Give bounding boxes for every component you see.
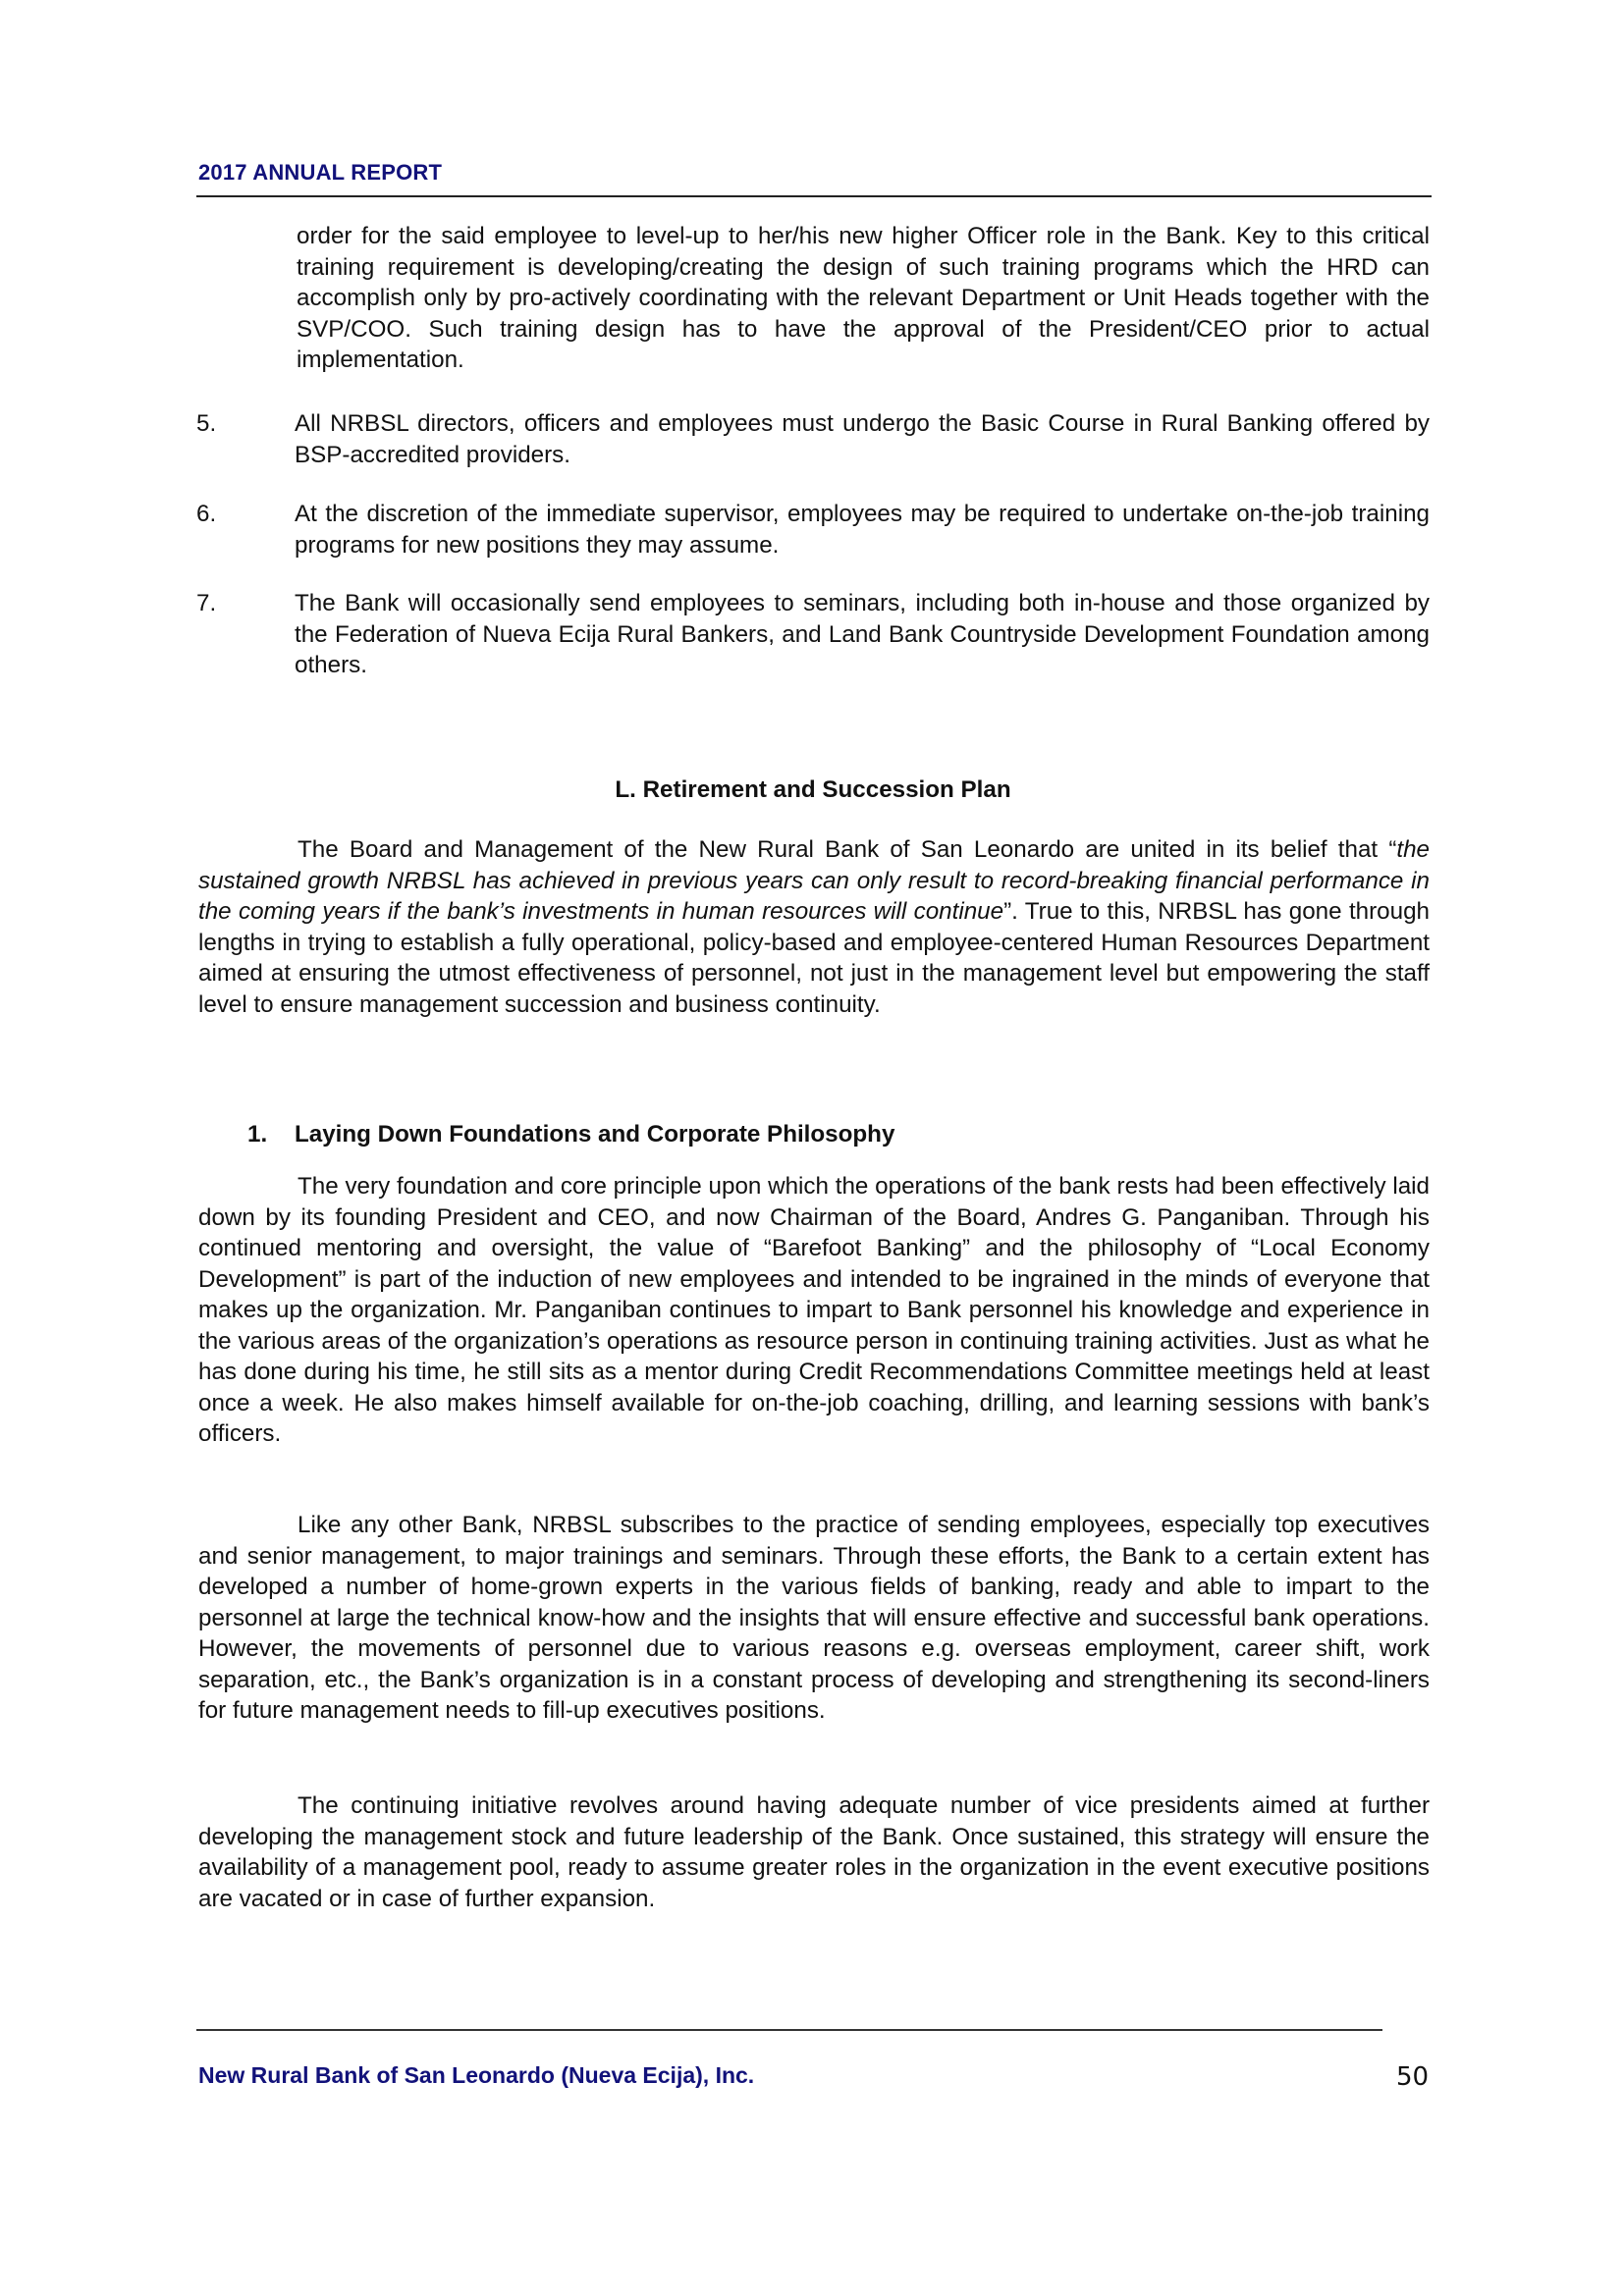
list-item xyxy=(196,588,1430,681)
list-item-number: 5. xyxy=(196,410,217,437)
intro-quote: the sustained growth NRBSL has achieved in previous years can only result to record-breaking financial performance in the coming years if the bank’s investments in human resources will continue xyxy=(198,836,1430,925)
footer-divider xyxy=(196,2029,1382,2031)
body-paragraph: The continuing initiative revolves around having adequate number of vice presidents aimed at further developing the management stock and future leadership of the Bank. Once sustained, this strategy will ensure the availability of a management pool, ready to assume greater roles in the organization in the event executive positions are vacated or in case of further expansion. xyxy=(198,1792,1430,1912)
footer-organization: New Rural Bank of San Leonardo (Nueva Ecija), Inc. xyxy=(198,2062,755,2088)
list-item-text: All NRBSL directors, officers and employees must undergo the Basic Course in Rural Banking offered by BSP-accredited providers. xyxy=(295,410,1430,468)
header-divider xyxy=(196,195,1432,197)
subsection-title: Laying Down Foundations and Corporate Philosophy xyxy=(295,1121,895,1148)
subsection-heading xyxy=(247,1119,894,1150)
list-item xyxy=(196,499,1430,561)
list-item-text: At the discretion of the immediate supervisor, employees may be required to undertake on-the-job training programs for new positions they may assume. xyxy=(295,501,1430,559)
report-header-title: 2017 ANNUAL REPORT xyxy=(198,160,443,185)
list-item xyxy=(196,408,1430,470)
intro-text-after-quote: ”. True to this, NRBSL has gone through lengths in trying to establish a fully operational, policy-based and employee-centered Human Resources Department aimed at ensuring the utmost effectiveness of personnel, not just in the management level but empowering the staff level to ensure management succession and business continuity. xyxy=(198,898,1430,1018)
intro-text-before-quote: The Board and Management of the New Rural Bank of San Leonardo are united in its belief that “ xyxy=(298,836,1397,863)
list-item-text: The Bank will occasionally send employees to seminars, including both in-house and those organized by the Federation of Nueva Ecija Rural Bankers, and Land Bank Countryside Development Foundation among others. xyxy=(295,590,1430,678)
list-item-number: 6. xyxy=(196,501,217,527)
list-item-number: 7. xyxy=(196,590,217,616)
body-paragraph: The very foundation and core principle upon which the operations of the bank rests had been effectively laid down by its founding President and CEO, and now Chairman of the Board, Andres G. Panganiban. Through his continued mentoring and oversight, the value of “Barefoot Banking” and the philosophy of “Local Economy Development” is part of the induction of new employees and intended to be ingrained in the minds of everyone that makes up the organization. Mr. Panganiban continues to impart to Bank personnel his knowledge and experience in the various areas of the organization’s operations as resource person in continuing training activities. Just as what he has done during his time, he still sits as a mentor during Credit Recommendations Committee meetings held at least once a week. He also makes himself available for on-the-job coaching, drilling, and learning sessions with bank’s officers. xyxy=(198,1173,1430,1447)
continuation-paragraph: order for the said employee to level-up to her/his new higher Officer role in the Bank. Key to this critical training requirement is developing/creating the design of such training programs which the HRD can accomplish only by pro-actively coordinating with the relevant Department or Unit Heads together with the SVP/COO. Such training design has to have the approval of the President/CEO prior to actual implementation. xyxy=(297,223,1430,373)
body-paragraph: Like any other Bank, NRBSL subscribes to the practice of sending employees, especially top executives and senior management, to major trainings and seminars. Through these efforts, the Bank to a certain extent has developed a number of home-grown experts in the various fields of banking, ready and able to impart to the personnel at large the technical know-how and the insights that will ensure effective and successful bank operations. However, the movements of personnel due to various reasons e.g. overseas employment, career shift, work separation, etc., the Bank’s organization is in a constant process of developing and strengthening its second-liners for future management needs to fill-up executives positions. xyxy=(198,1512,1430,1724)
section-heading-retirement: L. Retirement and Succession Plan xyxy=(615,776,1011,803)
subsection-number: 1. xyxy=(247,1121,268,1148)
section-intro-paragraph xyxy=(198,834,1430,1020)
page-number: 50 xyxy=(1396,2062,1430,2092)
